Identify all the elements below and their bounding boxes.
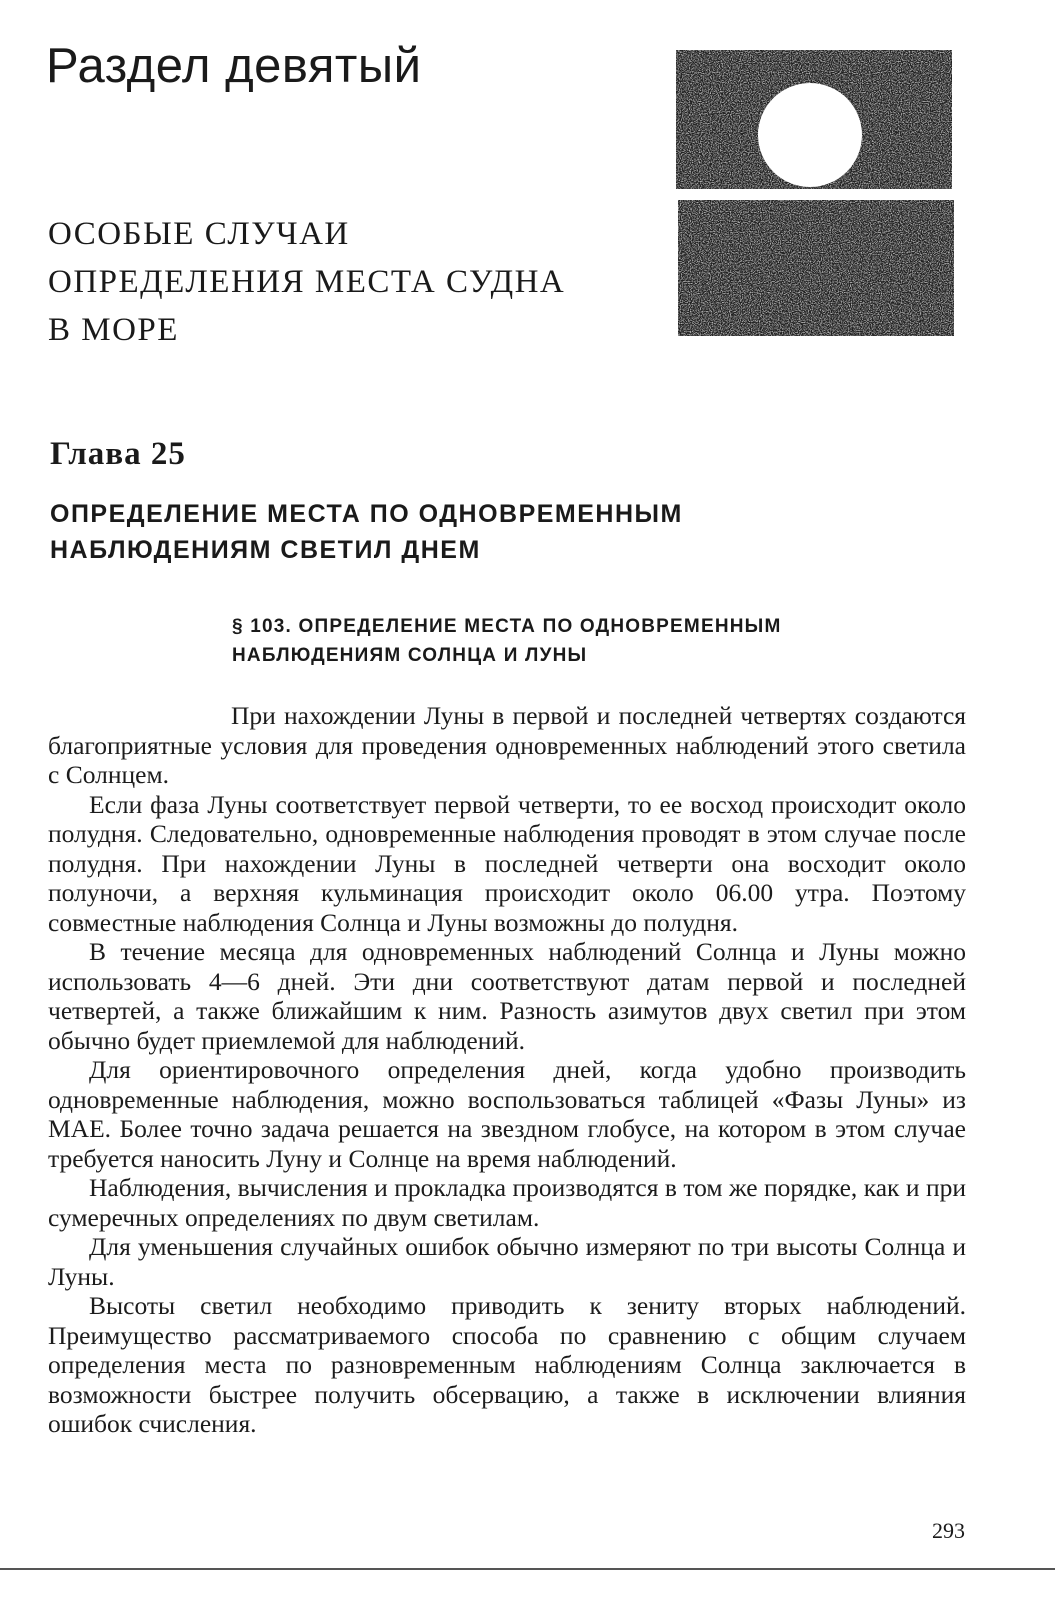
paragraph: Наблюдения, вычисления и прокладка производятся в том же порядке, как и при сумеречных определениях по двум светилам. bbox=[48, 1173, 966, 1232]
paragraph: Для ориентировочного определения дней, когда удобно производить одновременные наблюдения, можно воспользоваться таблицей «Фазы Луны» из МАЕ. Более точно задача решается на звездном глобусе, на котором в этом случае требуется наносить Луну и Солнце на время наблюдений. bbox=[48, 1055, 966, 1173]
eclipse-illustration bbox=[676, 48, 956, 338]
sun-disk-shape bbox=[758, 83, 862, 187]
section-title-line: НАБЛЮДЕНИЯМ СОЛНЦА И ЛУНЫ bbox=[232, 645, 588, 666]
chapter-number: Глава 25 bbox=[50, 436, 186, 472]
body-text bbox=[48, 701, 966, 1439]
chapter-title bbox=[50, 496, 683, 568]
section-title-line: § 103. ОПРЕДЕЛЕНИЕ МЕСТА ПО ОДНОВРЕМЕННЫМ bbox=[232, 616, 782, 637]
part-title: Раздел девятый bbox=[46, 39, 422, 93]
paragraph: Если фаза Луны соответствует первой четверти, то ее восход происходит около полудня. Следовательно, одновременные наблюдения проводят в этом случае после полудня. При нахождении Луны в последней четверти она восходит около полуночи, а верхняя кульминация происходит около 06.00 утра. Поэтому совместные наблюдения Солнца и Луны возможны до полудня. bbox=[48, 789, 966, 937]
paragraph: Высоты светил необходимо приводить к зениту вторых наблюдений. Преимущество рассматриваемого способа по сравнению с общим случаем определения места по разновременным наблюдениям Солнца заключается в возможности быстрее получить обсервацию, а также в исключении влияния ошибок счисления. bbox=[48, 1291, 966, 1438]
paragraph: Для уменьшения случайных ошибок обычно измеряют по три высоты Солнца и Луны. bbox=[48, 1232, 966, 1291]
section-title bbox=[232, 612, 782, 670]
chapter-title-line: ОПРЕДЕЛЕНИЕ МЕСТА ПО ОДНОВРЕМЕННЫМ bbox=[50, 500, 683, 528]
part-subtitle bbox=[48, 210, 565, 354]
eclipse-upper-panel bbox=[676, 50, 952, 189]
part-subtitle-line: ОПРЕДЕЛЕНИЯ МЕСТА СУДНА bbox=[48, 264, 566, 300]
page-number: 293 bbox=[932, 1518, 965, 1543]
scan-edge-line bbox=[0, 1568, 1055, 1570]
part-subtitle-line: ОСОБЫЕ СЛУЧАИ bbox=[48, 216, 350, 252]
paragraph: В течение месяца для одновременных наблюдений Солнца и Луны можно использовать 4—6 дней. Эти дни соответствуют датам первой и последней четвертей, а также ближайшим к ним. Разность азимутов двух светил при этом обычно будет приемлемой для наблюдений. bbox=[48, 937, 966, 1055]
chapter-title-line: НАБЛЮДЕНИЯМ СВЕТИЛ ДНЕМ bbox=[50, 536, 481, 564]
dark-sea-panel bbox=[678, 200, 954, 336]
part-subtitle-line: В МОРЕ bbox=[48, 312, 179, 348]
eclipse-lower-panel bbox=[678, 200, 954, 336]
paragraph: При нахождении Луны в первой и последней четвертях создаются благоприятные условия для проведения одновременных наблюдений этого светила с Солнцем. bbox=[48, 701, 966, 789]
